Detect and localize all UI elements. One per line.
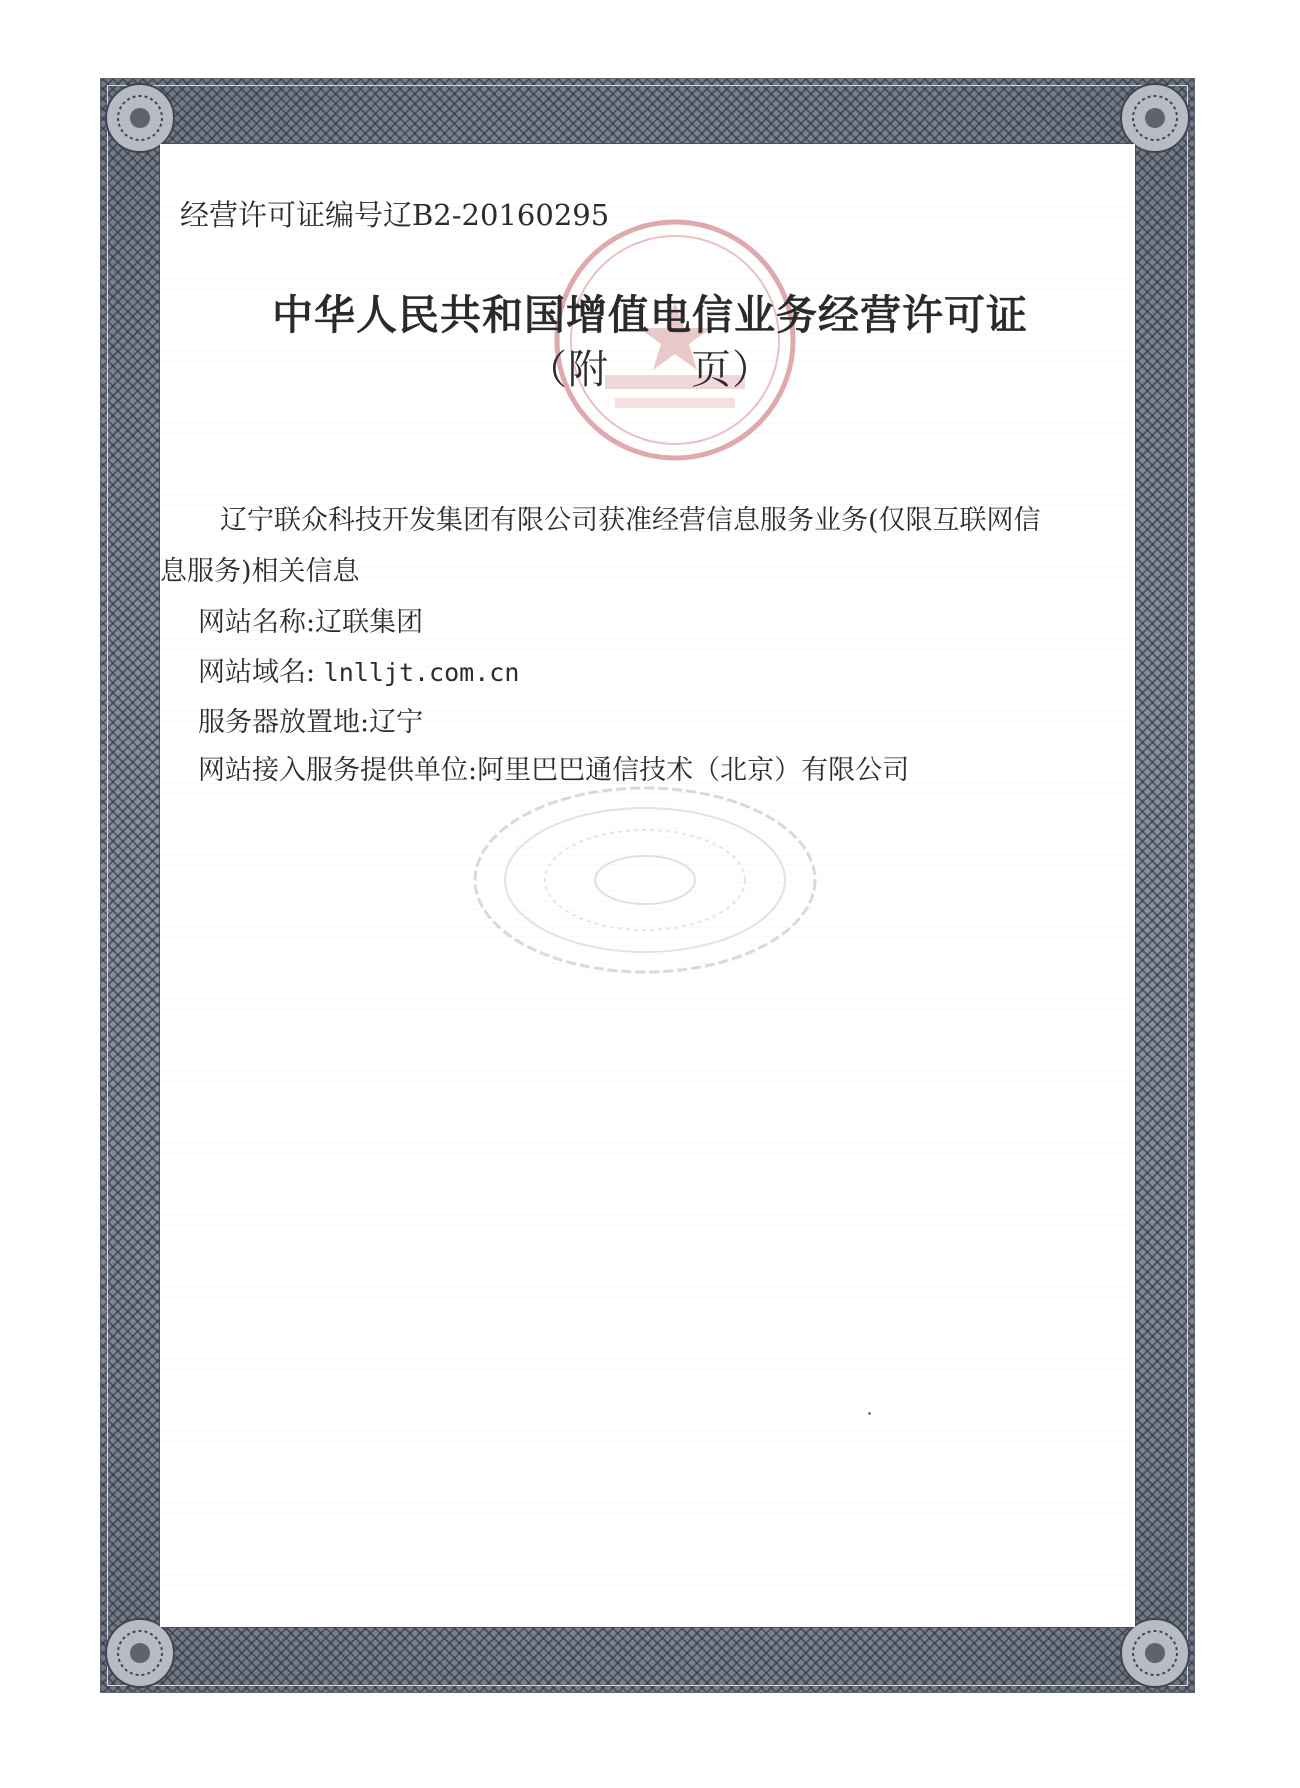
site-name-label: 网站名称: — [198, 607, 316, 638]
access-provider-label: 网站接入服务提供单位: — [198, 755, 478, 786]
license-number: 经营许可证编号辽B2-20160295 — [180, 198, 610, 232]
intro-line-1: 辽宁联众科技开发集团有限公司获准经营信息服务业务(仅限互联网信 — [220, 505, 1041, 536]
server-location-label: 服务器放置地: — [198, 707, 370, 738]
document-title: 中华人民共和国增值电信业务经营许可证 — [272, 291, 1028, 339]
document-subtitle: （附 页） — [527, 347, 773, 393]
site-domain-value: lnlljt.com.cn — [323, 658, 520, 687]
site-name-row — [198, 600, 423, 639]
site-domain-label: 网站域名: — [198, 657, 316, 688]
paper-speck — [868, 1412, 871, 1415]
server-location-row — [198, 700, 423, 739]
site-domain-row — [198, 650, 519, 689]
access-provider-row — [198, 748, 909, 787]
guilloche-watermark-icon — [465, 780, 825, 980]
access-provider-value: 阿里巴巴通信技术（北京）有限公司 — [477, 755, 910, 786]
intro-line-2: 息服务)相关信息 — [160, 556, 360, 587]
site-name-value: 辽联集团 — [315, 607, 424, 638]
server-location-value: 辽宁 — [369, 707, 424, 738]
